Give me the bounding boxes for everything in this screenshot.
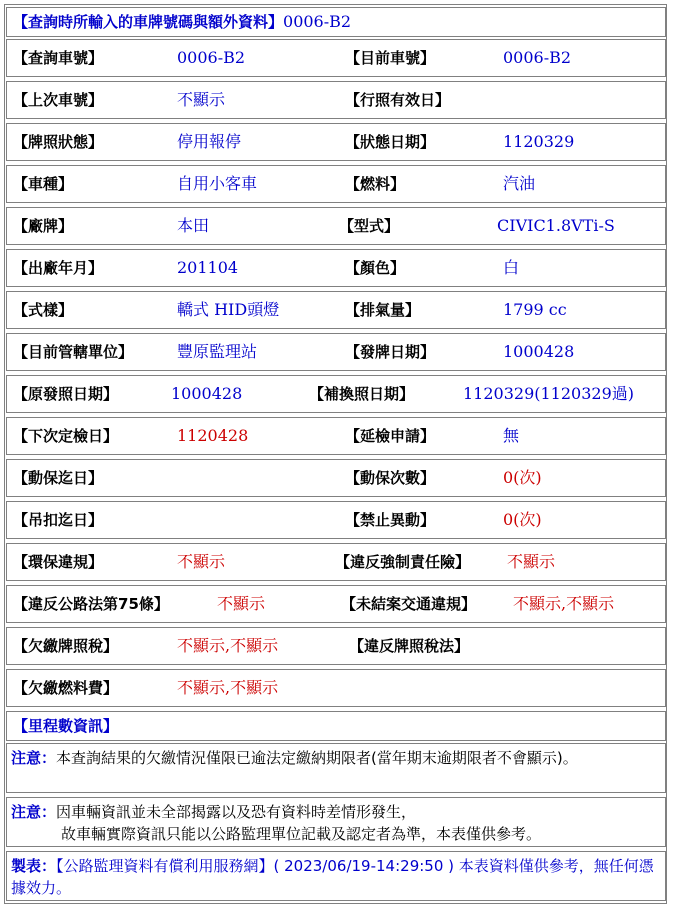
notice-1 xyxy=(6,743,666,793)
field-value: 不顯示 xyxy=(217,594,266,613)
field-label: 【行照有效日】 xyxy=(345,91,451,109)
field-label: 【補換照日期】 xyxy=(309,385,415,403)
field-value: 轎式 HID頭燈 xyxy=(177,300,280,319)
field-label: 【動保次數】 xyxy=(345,469,436,487)
field-value: 0(次) xyxy=(503,510,542,529)
info-row xyxy=(6,81,666,119)
query-header-value: 0006-B2 xyxy=(283,12,352,31)
info-row xyxy=(6,375,666,413)
field-label: 【欠繳牌照稅】 xyxy=(13,637,119,655)
notice-2 xyxy=(6,797,666,847)
info-row xyxy=(6,249,666,287)
field-label: 【動保迄日】 xyxy=(13,469,104,487)
field-label: 【上次車號】 xyxy=(13,91,104,109)
field-label: 【發牌日期】 xyxy=(345,343,436,361)
field-value: 0006-B2 xyxy=(177,48,246,67)
notice-3-label: 製表： xyxy=(11,857,57,875)
field-value: CIVIC1.8VTi-S xyxy=(497,216,615,235)
info-row xyxy=(6,333,666,371)
field-label: 【違反強制責任險】 xyxy=(335,553,471,571)
field-label: 【燃料】 xyxy=(345,175,406,193)
field-label: 【欠繳燃料費】 xyxy=(13,679,119,697)
info-row xyxy=(6,585,666,623)
field-label: 【目前車號】 xyxy=(345,49,436,67)
field-value: 不顯示 xyxy=(177,90,226,109)
field-label: 【下次定檢日】 xyxy=(13,427,119,445)
notice-2-label: 注意： xyxy=(11,803,57,821)
field-value: 不顯示 xyxy=(177,552,226,571)
field-value: 1000428 xyxy=(171,384,243,403)
notice-3 xyxy=(6,851,666,901)
field-label: 【排氣量】 xyxy=(345,301,421,319)
field-label: 【環保違規】 xyxy=(13,553,104,571)
field-value: 201104 xyxy=(177,258,239,277)
field-label: 【未結案交通違規】 xyxy=(341,595,477,613)
field-value: 豐原監理站 xyxy=(177,342,258,361)
field-value: 1120329(1120329過) xyxy=(463,384,635,403)
field-label: 【出廠年月】 xyxy=(13,259,104,277)
field-label: 【型式】 xyxy=(339,217,400,235)
query-header-text xyxy=(13,8,351,36)
field-label: 【延檢申請】 xyxy=(345,427,436,445)
field-label: 【吊扣迄日】 xyxy=(13,511,104,529)
field-label: 【查詢車號】 xyxy=(13,49,104,67)
field-value: 1799 cc xyxy=(503,300,567,319)
field-value: 不顯示,不顯示 xyxy=(513,594,615,613)
field-value: 自用小客車 xyxy=(177,174,258,193)
info-row xyxy=(6,543,666,581)
info-row xyxy=(6,669,666,707)
info-row xyxy=(6,39,666,77)
info-row xyxy=(6,165,666,203)
notice-3-text: 【公路監理資料有償利用服務網】( 2023/06/19-14:29:50 ) 本表資料僅供參考，無任何憑據效力。 xyxy=(11,857,654,897)
field-value: 0(次) xyxy=(503,468,542,487)
field-value: 白 xyxy=(503,258,520,277)
field-label: 【狀態日期】 xyxy=(345,133,436,151)
field-label: 【牌照狀態】 xyxy=(13,133,104,151)
field-value: 1120329 xyxy=(503,132,575,151)
notice-1-text: 本查詢結果的欠繳情況僅限已逾法定繳納期限者(當年期末逾期限者不會顯示)。 xyxy=(56,749,578,767)
query-header xyxy=(6,7,666,37)
info-row xyxy=(6,207,666,245)
field-label: 【目前管轄單位】 xyxy=(13,343,134,361)
field-label: 【式樣】 xyxy=(13,301,74,319)
field-label: 【禁止異動】 xyxy=(345,511,436,529)
field-value: 汽油 xyxy=(503,174,536,193)
field-label: 【車種】 xyxy=(13,175,74,193)
field-value: 不顯示,不顯示 xyxy=(177,636,279,655)
field-value: 1120428 xyxy=(177,426,249,445)
field-label: 【原發照日期】 xyxy=(13,385,119,403)
field-label: 【違反牌照稅法】 xyxy=(349,637,470,655)
info-row xyxy=(6,417,666,455)
field-label: 【廠牌】 xyxy=(13,217,74,235)
info-row xyxy=(6,501,666,539)
field-label: 【違反公路法第75條】 xyxy=(13,595,169,613)
field-value: 0006-B2 xyxy=(503,48,572,67)
notice-2-text-line2: 故車輛實際資訊只能以公路監理單位記載及認定者為準，本表僅供參考。 xyxy=(61,825,542,843)
mileage-row xyxy=(6,711,666,741)
field-value: 不顯示 xyxy=(507,552,556,571)
field-value: 停用報停 xyxy=(177,132,242,151)
field-label: 【顏色】 xyxy=(345,259,406,277)
notice-2-text-line1: 因車輛資訊並未全部揭露以及恐有資料時差情形發生， xyxy=(56,803,417,821)
info-row xyxy=(6,459,666,497)
query-header-label: 【查詢時所輸入的車牌號碼與額外資料】 xyxy=(13,13,284,31)
notice-1-label: 注意： xyxy=(11,749,57,767)
field-value: 無 xyxy=(503,426,520,445)
field-value: 不顯示,不顯示 xyxy=(177,678,279,697)
mileage-label: 【里程數資訊】 xyxy=(13,717,119,735)
field-value: 1000428 xyxy=(503,342,575,361)
info-row xyxy=(6,291,666,329)
info-row xyxy=(6,627,666,665)
info-row xyxy=(6,123,666,161)
field-value: 本田 xyxy=(177,216,210,235)
